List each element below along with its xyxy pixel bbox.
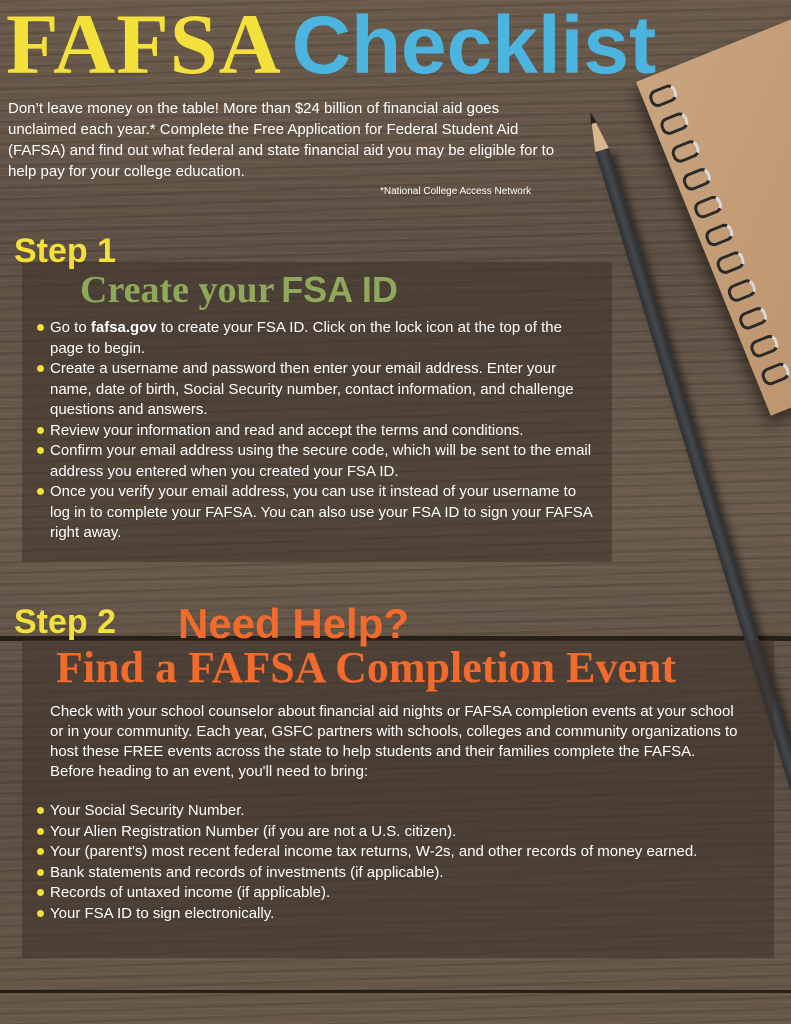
list-item: Your FSA ID to sign electronically. xyxy=(34,904,734,925)
step1-heading-part1: Create your xyxy=(80,269,275,311)
list-item: Your (parent's) most recent federal income tax returns, W-2s, and other records of money earned. xyxy=(34,842,734,863)
list-item: Records of untaxed income (if applicable). xyxy=(34,883,734,904)
need-help-heading: Need Help? xyxy=(178,600,410,647)
title-fafsa: FAFSA xyxy=(6,0,282,92)
step1-list xyxy=(34,318,594,544)
page-title xyxy=(6,0,656,94)
step1-heading-part2: FSA ID xyxy=(281,269,398,310)
list-item: Create a username and password then enter your email address. Enter your name, date of birth, Social Security number, contact information, and challenge questions and answers. xyxy=(34,359,594,421)
wood-plank-gap xyxy=(0,990,791,993)
list-item: Review your information and read and accept the terms and conditions. xyxy=(34,421,594,442)
list-item: Go to fafsa.gov to create your FSA ID. Click on the lock icon at the top of the page to begin. xyxy=(34,318,594,359)
fafsa-link[interactable]: fafsa.gov xyxy=(90,319,157,336)
step2-heading: Find a FAFSA Completion Event xyxy=(56,643,677,692)
step2-body: Check with your school counselor about financial aid nights or FAFSA completion events at your school or in your community. Each year, GSFC partners with schools, colleges and community organizations to host these FREE events across the state to help students and their families complete the FAFSA. Before heading to an event, you'll need to bring: xyxy=(50,703,738,780)
list-item: Your Social Security Number. xyxy=(34,801,734,822)
step1-label: Step 1 xyxy=(14,232,117,270)
list-item: Confirm your email address using the secure code, which will be sent to the email address you entered when you created your FSA ID. xyxy=(34,441,594,482)
step1-heading xyxy=(80,268,398,312)
citation: *National College Access Network xyxy=(380,186,532,197)
step2-list xyxy=(34,801,734,924)
list-item: Bank statements and records of investments (if applicable). xyxy=(34,863,734,884)
intro-text: Don’t leave money on the table! More than $24 billion of financial aid goes unclaimed each year.* Complete the Free Application for Federal Student Aid (FAFSA) and find out what federal and state financial aid you may be eligible for to help pay for your college education. xyxy=(8,100,555,180)
list-item: Your Alien Registration Number (if you are not a U.S. citizen). xyxy=(34,822,734,843)
step2-label: Step 2 xyxy=(14,603,117,641)
list-item: Once you verify your email address, you can use it instead of your username to log in to complete your FAFSA. You can also use your FSA ID to sign your FAFSA right away. xyxy=(34,482,594,544)
title-checklist: Checklist xyxy=(291,0,657,91)
